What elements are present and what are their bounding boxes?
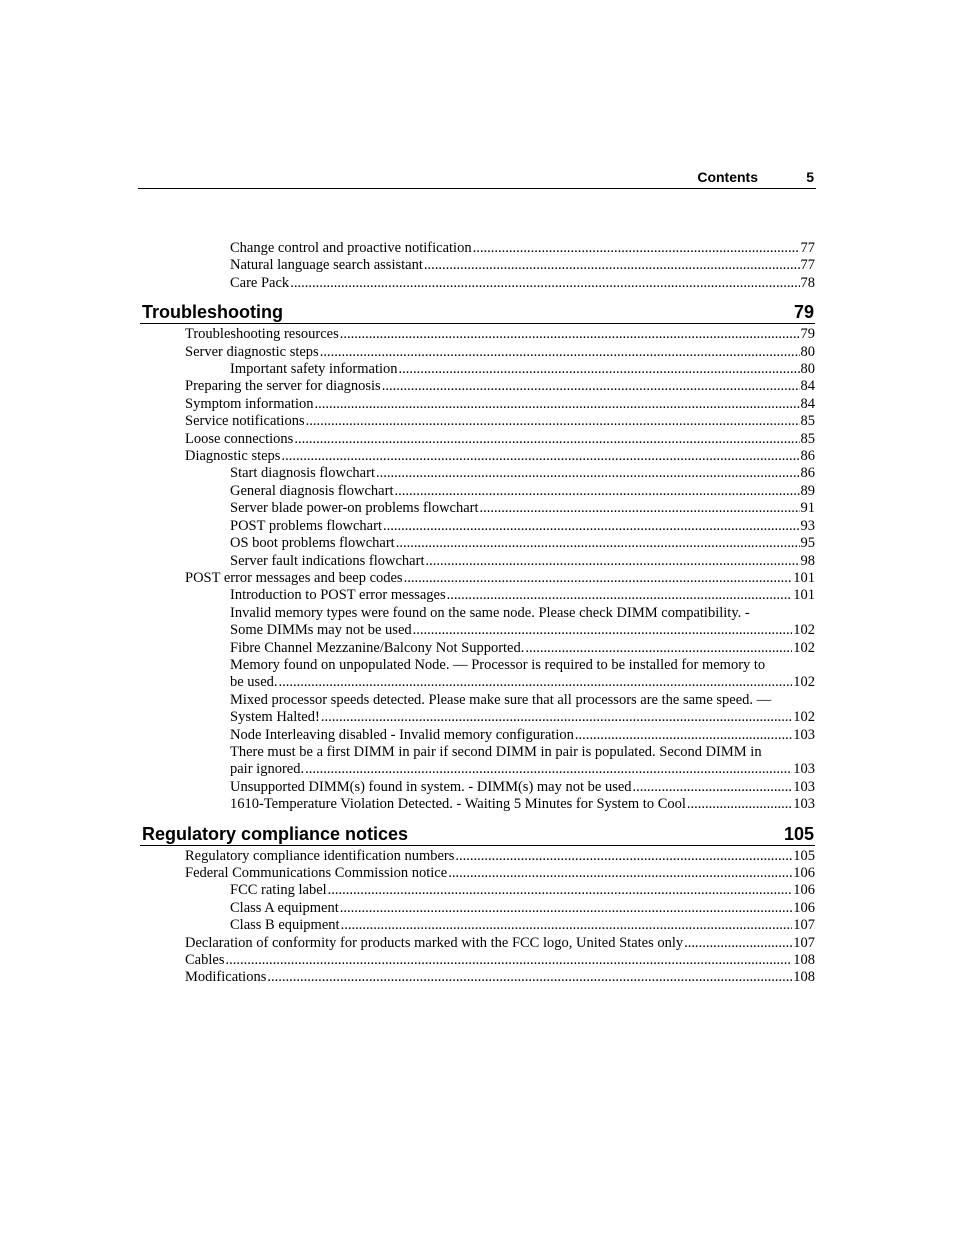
toc-entry-text: Introduction to POST error messages xyxy=(230,587,446,604)
dot-leader xyxy=(340,326,800,343)
toc-entry-text: Class B equipment xyxy=(230,917,340,934)
dot-leader xyxy=(383,518,800,535)
toc-entry[interactable] xyxy=(140,882,815,899)
toc-entry-text: Declaration of conformity for products marked with the FCC logo, United States only xyxy=(185,934,684,951)
toc-entry[interactable] xyxy=(140,344,815,361)
dot-leader xyxy=(455,848,792,865)
toc-entry[interactable] xyxy=(140,848,815,865)
dot-leader xyxy=(305,761,792,778)
toc-entry-text: POST problems flowchart xyxy=(230,517,382,534)
dot-leader xyxy=(633,779,793,796)
toc-entry-page: 84 xyxy=(800,378,815,395)
dot-leader xyxy=(225,952,792,969)
dot-leader xyxy=(413,622,793,639)
toc-entry-page: 103 xyxy=(793,778,815,795)
dot-leader xyxy=(267,969,792,986)
dot-leader xyxy=(314,396,799,413)
toc-entry-text: Some DIMMs may not be used xyxy=(230,622,412,639)
toc-entry-page: 80 xyxy=(800,361,815,378)
toc-entry-page: 102 xyxy=(793,622,815,639)
toc-entry[interactable] xyxy=(140,692,815,727)
dot-leader xyxy=(321,709,792,726)
toc-entry-page: 102 xyxy=(793,709,815,726)
toc-entry-page: 103 xyxy=(793,796,815,813)
toc-entry-page: 103 xyxy=(793,761,815,778)
toc-entry[interactable] xyxy=(140,535,815,552)
dot-leader xyxy=(424,257,800,274)
toc-entry-text: OS boot problems flowchart xyxy=(230,535,395,552)
toc-entry[interactable] xyxy=(140,413,815,430)
toc-entry-text: Symptom information xyxy=(185,395,314,412)
dot-leader xyxy=(525,640,792,657)
toc-entry[interactable] xyxy=(140,378,815,395)
toc-entry-text-line1: Memory found on unpopulated Node. — Processor is required to be installed for memory to xyxy=(230,656,766,673)
toc-entry[interactable] xyxy=(140,796,815,813)
toc-entry[interactable] xyxy=(140,657,815,692)
toc-entry-text: Server diagnostic steps xyxy=(185,343,319,360)
dot-leader xyxy=(328,882,793,899)
toc-entry-text: pair ignored. xyxy=(230,761,305,778)
toc-entry-page: 108 xyxy=(793,952,815,969)
toc-entry[interactable] xyxy=(140,587,815,604)
dot-leader xyxy=(290,275,799,292)
toc-entry-page: 77 xyxy=(800,257,815,274)
toc-entry-text: General diagnosis flowchart xyxy=(230,482,394,499)
dot-leader xyxy=(396,535,800,552)
toc-entry-page: 101 xyxy=(793,569,815,586)
toc-section-title: Troubleshooting xyxy=(142,302,283,323)
dot-leader xyxy=(687,796,792,813)
toc-entry[interactable] xyxy=(140,431,815,448)
toc-entry[interactable] xyxy=(140,727,815,744)
toc-entry-page: 102 xyxy=(793,674,815,691)
toc-entry-text: 1610-Temperature Violation Detected. - Waiting 5 Minutes for System to Cool xyxy=(230,796,686,813)
toc-entry-text: Server blade power-on problems flowchart xyxy=(230,500,479,517)
toc-entry[interactable] xyxy=(140,257,815,274)
toc-entry[interactable] xyxy=(140,275,815,292)
toc-entry-text: Natural language search assistant xyxy=(230,257,423,274)
toc-entry-text: Preparing the server for diagnosis xyxy=(185,378,381,395)
toc-entry[interactable] xyxy=(140,640,815,657)
toc-entry-page: 89 xyxy=(800,482,815,499)
toc-entry-page: 105 xyxy=(793,847,815,864)
toc-entry[interactable] xyxy=(140,483,815,500)
toc-entry[interactable] xyxy=(140,935,815,952)
toc-entry-text: Loose connections xyxy=(185,430,294,447)
toc-entry-page: 80 xyxy=(800,343,815,360)
dot-leader xyxy=(448,865,792,882)
toc-entry-text: Troubleshooting resources xyxy=(185,326,339,343)
toc-entry[interactable] xyxy=(140,900,815,917)
toc-entry-page: 108 xyxy=(793,969,815,986)
toc-entry[interactable] xyxy=(140,744,815,779)
toc-entry-text-line1: There must be a first DIMM in pair if second DIMM in pair is populated. Second DIMM in xyxy=(230,743,762,760)
dot-leader xyxy=(376,465,800,482)
toc-entry-page: 102 xyxy=(793,639,815,656)
dot-leader xyxy=(399,361,800,378)
toc-entry-text: Diagnostic steps xyxy=(185,448,281,465)
dot-leader xyxy=(404,570,793,587)
toc-entry[interactable] xyxy=(140,865,815,882)
toc-entry-text: Node Interleaving disabled - Invalid memory configuration xyxy=(230,726,574,743)
dot-leader xyxy=(320,344,800,361)
toc-entry[interactable] xyxy=(140,570,815,587)
toc-entry-page: 107 xyxy=(793,934,815,951)
toc-entry-page: 86 xyxy=(800,465,815,482)
toc-entry-text: System Halted! xyxy=(230,709,320,726)
dot-leader xyxy=(294,431,799,448)
dot-leader xyxy=(340,900,793,917)
toc-entry-text: Change control and proactive notification xyxy=(230,240,472,256)
toc-entry-text: Care Pack xyxy=(230,274,290,291)
toc-entry-page: 77 xyxy=(800,240,815,256)
toc-entry-text: Unsupported DIMM(s) found in system. - DIMM(s) may not be used xyxy=(230,778,632,795)
dot-leader xyxy=(281,448,799,465)
toc-section-heading[interactable] xyxy=(140,301,815,324)
toc-entry[interactable] xyxy=(140,553,815,570)
toc-entry-page: 86 xyxy=(800,448,815,465)
toc-entry[interactable] xyxy=(140,952,815,969)
dot-leader xyxy=(341,917,793,934)
toc-entry-text-line1: Invalid memory types were found on the same node. Please check DIMM compatibility. - xyxy=(230,604,750,621)
dot-leader xyxy=(447,587,793,604)
toc-entry-text-line1: Mixed processor speeds detected. Please make sure that all processors are the same speed. — xyxy=(230,691,772,708)
toc-entry-page: 95 xyxy=(800,535,815,552)
dot-leader xyxy=(684,935,792,952)
table-of-contents xyxy=(140,240,815,987)
toc-entry[interactable] xyxy=(140,361,815,378)
page-header xyxy=(138,168,816,189)
toc-entry[interactable] xyxy=(140,969,815,986)
toc-entry-page: 91 xyxy=(800,500,815,517)
dot-leader xyxy=(382,378,800,395)
toc-entry-page: 106 xyxy=(793,865,815,881)
dot-leader xyxy=(425,553,799,570)
toc-entry[interactable] xyxy=(140,917,815,934)
toc-entry-page: 79 xyxy=(800,326,815,343)
toc-entry[interactable] xyxy=(140,396,815,413)
toc-entry[interactable] xyxy=(140,779,815,796)
dot-leader xyxy=(473,240,800,257)
toc-entry[interactable] xyxy=(140,448,815,465)
toc-entry-text: Cables xyxy=(185,952,225,969)
header-title: Contents xyxy=(697,169,758,185)
toc-entry[interactable] xyxy=(140,240,815,257)
toc-entry-page: 106 xyxy=(793,882,815,899)
toc-entry-text: POST error messages and beep codes xyxy=(185,569,403,586)
toc-entry-page: 85 xyxy=(800,413,815,430)
toc-entry-text: Class A equipment xyxy=(230,899,339,916)
toc-entry-text: FCC rating label xyxy=(230,882,327,899)
toc-entry-text: Start diagnosis flowchart xyxy=(230,465,375,482)
dot-leader xyxy=(306,413,800,430)
dot-leader xyxy=(279,674,793,691)
toc-entry-text: Server fault indications flowchart xyxy=(230,552,425,569)
header-page-number: 5 xyxy=(806,169,814,185)
toc-entry-page: 106 xyxy=(793,899,815,916)
toc-entry[interactable] xyxy=(140,500,815,517)
dot-leader xyxy=(480,500,800,517)
toc-entry-page: 84 xyxy=(800,395,815,412)
toc-section-title: Regulatory compliance notices xyxy=(142,823,409,844)
toc-section-page: 79 xyxy=(793,302,814,323)
toc-entry-page: 107 xyxy=(793,917,815,934)
toc-entry-text: Federal Communications Commission notice xyxy=(185,865,448,881)
toc-entry-text: Regulatory compliance identification numbers xyxy=(185,847,455,864)
dot-leader xyxy=(394,483,799,500)
toc-entry[interactable] xyxy=(140,518,815,535)
toc-entry-page: 78 xyxy=(800,274,815,291)
toc-entry[interactable] xyxy=(140,326,815,343)
toc-entry-page: 85 xyxy=(800,430,815,447)
toc-entry[interactable] xyxy=(140,465,815,482)
toc-entry-text: Fibre Channel Mezzanine/Balcony Not Supported. xyxy=(230,639,525,656)
toc-entry-page: 93 xyxy=(800,517,815,534)
toc-section-page: 105 xyxy=(783,823,814,844)
dot-leader xyxy=(575,727,792,744)
toc-entry-text: be used. xyxy=(230,674,278,691)
toc-entry-page: 101 xyxy=(793,587,815,604)
toc-section-heading[interactable] xyxy=(140,823,815,846)
toc-entry[interactable] xyxy=(140,605,815,640)
toc-entry-text: Modifications xyxy=(185,969,267,986)
toc-entry-page: 103 xyxy=(793,726,815,743)
toc-entry-text: Service notifications xyxy=(185,413,305,430)
toc-entry-page: 98 xyxy=(800,552,815,569)
toc-entry-text: Important safety information xyxy=(230,361,398,378)
